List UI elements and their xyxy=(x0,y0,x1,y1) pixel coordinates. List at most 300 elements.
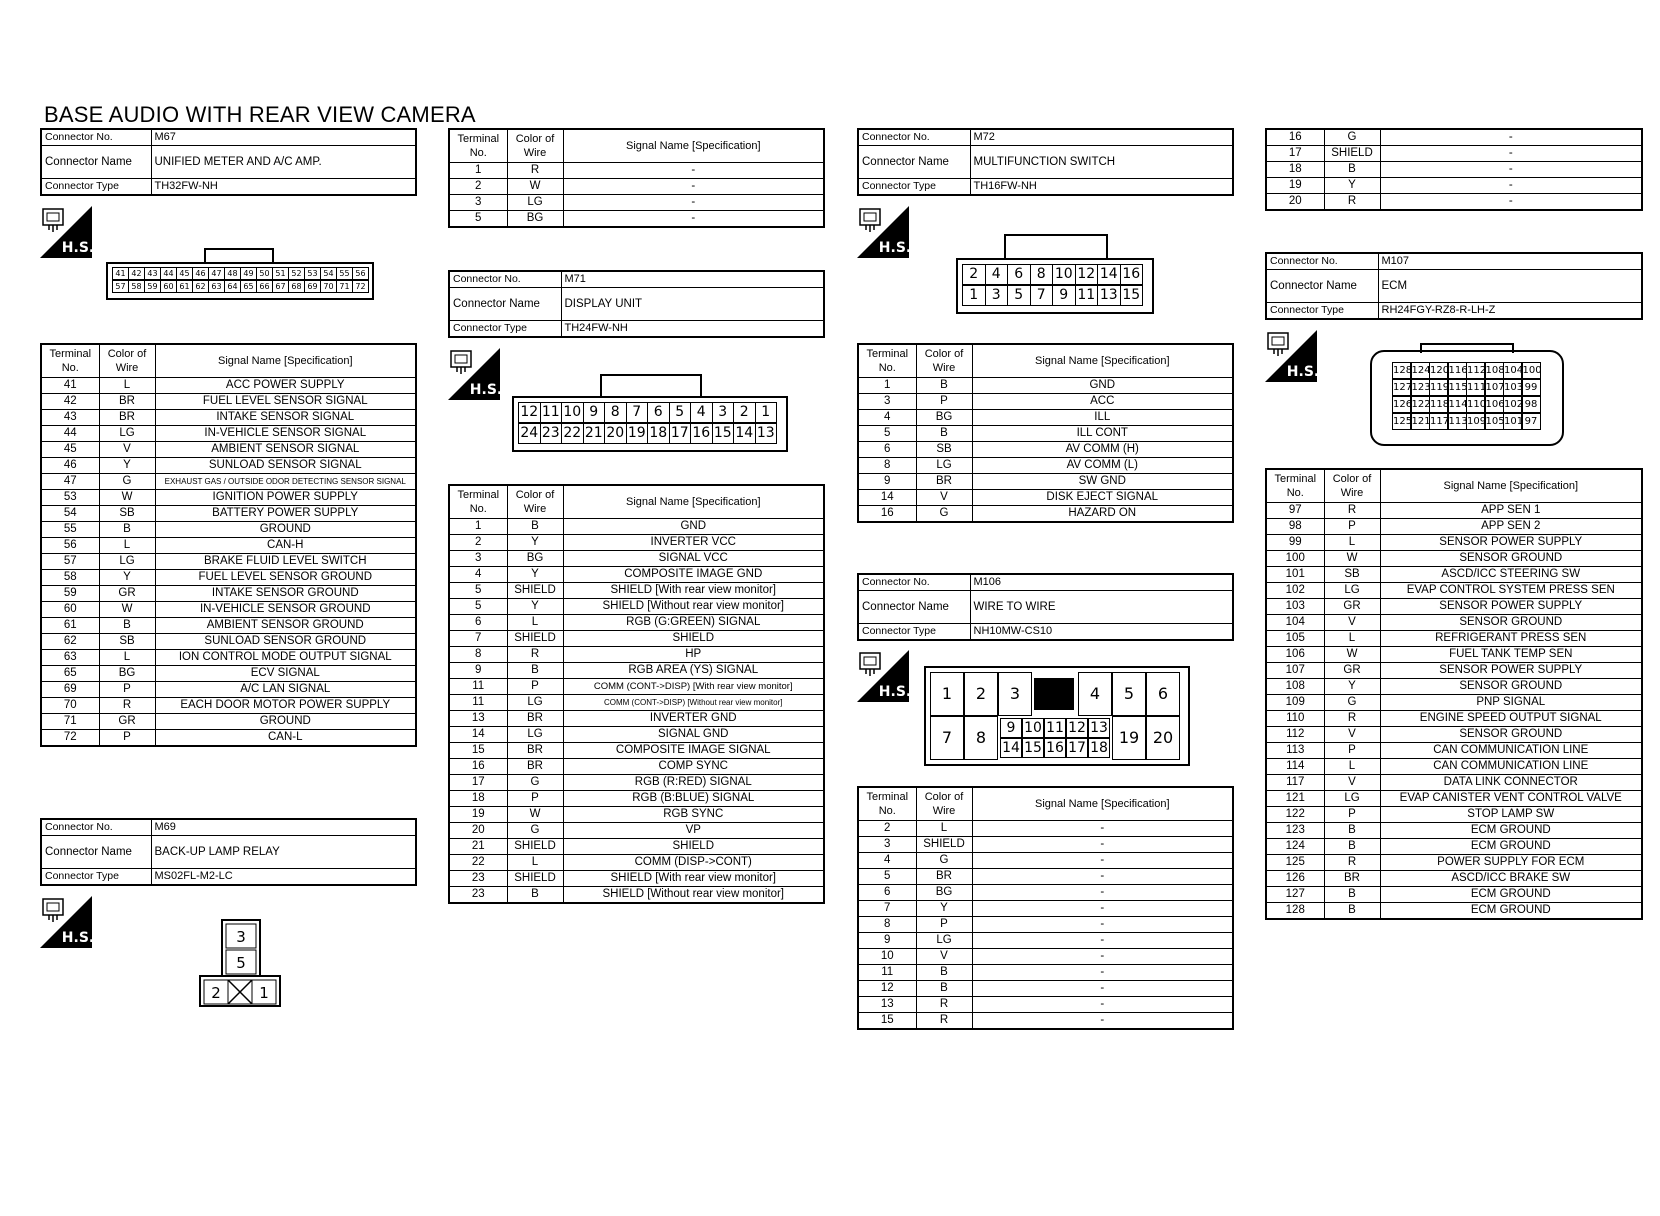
terminal-no: 5 xyxy=(449,211,507,228)
terminal-row xyxy=(858,426,1233,442)
terminal-row xyxy=(41,650,416,666)
terminal-row xyxy=(449,615,824,631)
terminal-row xyxy=(858,506,1233,523)
wire-color: LG xyxy=(1324,583,1380,599)
terminal-no: 58 xyxy=(41,570,99,586)
terminal-no: 97 xyxy=(1266,503,1324,519)
wire-color: B xyxy=(99,522,155,538)
wire-color: BR xyxy=(1324,871,1380,887)
signal-name: SENSOR GROUND xyxy=(1380,551,1642,567)
terminal-no: 8 xyxy=(449,647,507,663)
wire-color: GR xyxy=(99,586,155,602)
terminal-row xyxy=(41,378,416,394)
wire-color: SHIELD xyxy=(1324,146,1380,162)
signal-name: DATA LINK CONNECTOR xyxy=(1380,775,1642,791)
signal-name: - xyxy=(563,163,824,179)
wire-color: G xyxy=(507,823,563,839)
m67-connector-face xyxy=(106,262,374,300)
terminal-no: 20 xyxy=(449,823,507,839)
m72-no: M72 xyxy=(970,129,1233,146)
terminal-row xyxy=(449,535,824,551)
terminal-row xyxy=(1266,663,1642,679)
terminal-row xyxy=(41,442,416,458)
terminal-row xyxy=(449,695,824,711)
terminal-row xyxy=(449,631,824,647)
wire-color: Y xyxy=(507,599,563,615)
terminal-no: 1 xyxy=(858,378,916,394)
terminal-no: 104 xyxy=(1266,615,1324,631)
terminal-row xyxy=(1266,583,1642,599)
connector-pin: 3 xyxy=(712,402,735,423)
terminal-no: 102 xyxy=(1266,583,1324,599)
terminal-row xyxy=(449,871,824,887)
connector-pin: 100 xyxy=(1522,362,1541,379)
terminal-row xyxy=(1266,903,1642,920)
terminal-row xyxy=(858,1013,1233,1030)
wire-color: BR xyxy=(507,743,563,759)
connector-pin: 8 xyxy=(604,402,627,423)
terminal-row xyxy=(449,823,824,839)
wire-color: W xyxy=(99,602,155,618)
signal-name: INTAKE SENSOR GROUND xyxy=(155,586,416,602)
terminal-no: 100 xyxy=(1266,551,1324,567)
wire-color: R xyxy=(916,997,972,1013)
terminal-row xyxy=(41,458,416,474)
signal-name: - xyxy=(972,997,1233,1013)
hs-icon xyxy=(857,650,909,702)
connector-pin: 117 xyxy=(1429,413,1448,430)
wire-color: BR xyxy=(916,474,972,490)
wire-color: BR xyxy=(99,410,155,426)
terminal-no: 109 xyxy=(1266,695,1324,711)
connector-pin: 105 xyxy=(1485,413,1504,430)
terminal-row xyxy=(41,602,416,618)
m106-no: M106 xyxy=(970,574,1233,591)
wire-color: R xyxy=(507,163,563,179)
connector-pin: 19 xyxy=(626,423,649,444)
connector-pin: 12 xyxy=(1075,264,1099,285)
terminal-row xyxy=(1266,887,1642,903)
terminal-no: 15 xyxy=(858,1013,916,1030)
terminal-row xyxy=(449,195,824,211)
connector-pin: 5 xyxy=(1007,285,1031,306)
wire-color: G xyxy=(1324,695,1380,711)
connector-pin: 65 xyxy=(240,280,257,293)
terminal-no: 23 xyxy=(449,887,507,904)
signal-name: ECM GROUND xyxy=(1380,903,1642,920)
terminal-row xyxy=(41,618,416,634)
wire-color: SB xyxy=(1324,567,1380,583)
terminal-no: 46 xyxy=(41,458,99,474)
terminal-row xyxy=(449,839,824,855)
terminal-row xyxy=(449,855,824,871)
connector-pin: 8 xyxy=(1030,264,1054,285)
signal-name: EACH DOOR MOTOR POWER SUPPLY xyxy=(155,698,416,714)
signal-name: INTAKE SENSOR SIGNAL xyxy=(155,410,416,426)
terminal-no: 14 xyxy=(449,727,507,743)
signal-name: EVAP CONTROL SYSTEM PRESS SEN xyxy=(1380,583,1642,599)
terminal-row xyxy=(1266,775,1642,791)
terminal-no: 4 xyxy=(449,567,507,583)
terminal-row xyxy=(858,901,1233,917)
hs-icon xyxy=(857,206,909,258)
connector-pin: 115 xyxy=(1448,379,1467,396)
terminal-row xyxy=(858,837,1233,853)
signal-name: SIGNAL VCC xyxy=(563,551,824,567)
wire-color: B xyxy=(507,887,563,904)
terminal-row xyxy=(41,490,416,506)
wire-color: Y xyxy=(99,458,155,474)
m69-no: M69 xyxy=(151,819,416,836)
m69-pin: 3 xyxy=(236,928,246,946)
connector-pin: 16 xyxy=(1120,264,1144,285)
terminal-row xyxy=(1266,711,1642,727)
signal-name: SHIELD xyxy=(563,631,824,647)
m67-info: Connector No. M67 Connector Name UNIFIED METER AND A/C AMP. Connector Type TH32FW-NH xyxy=(40,128,417,196)
wire-color: W xyxy=(99,490,155,506)
terminal-no: 43 xyxy=(41,410,99,426)
terminal-no: 128 xyxy=(1266,903,1324,920)
terminal-row xyxy=(1266,599,1642,615)
signal-name: - xyxy=(1380,146,1642,162)
terminal-no: 56 xyxy=(41,538,99,554)
connector-pin: 4 xyxy=(690,402,713,423)
terminal-row xyxy=(449,775,824,791)
terminal-no: 122 xyxy=(1266,807,1324,823)
wire-color: G xyxy=(916,506,972,523)
connector-pin: 50 xyxy=(256,267,273,280)
connector-pin: 24 xyxy=(518,423,541,444)
terminal-row xyxy=(1266,759,1642,775)
terminal-row xyxy=(41,666,416,682)
hs-label: H.S. xyxy=(1286,364,1317,380)
terminal-row xyxy=(41,682,416,698)
terminal-row xyxy=(449,887,824,904)
signal-name: - xyxy=(1380,194,1642,211)
connector-pin: 10 xyxy=(561,402,584,423)
connector-pin: 11 xyxy=(540,402,563,423)
connector-pin: 12 xyxy=(1066,718,1088,738)
connector-pin: 2 xyxy=(733,402,756,423)
terminal-no: 98 xyxy=(1266,519,1324,535)
terminal-no: 11 xyxy=(858,965,916,981)
signal-name: SHIELD [With rear view monitor] xyxy=(563,871,824,887)
signal-name: SIGNAL GND xyxy=(563,727,824,743)
wire-color: B xyxy=(99,618,155,634)
signal-name: DISK EJECT SIGNAL xyxy=(972,490,1233,506)
terminal-no: 12 xyxy=(858,981,916,997)
signal-name: FUEL LEVEL SENSOR GROUND xyxy=(155,570,416,586)
connector-pin: 7 xyxy=(1030,285,1054,306)
terminal-row xyxy=(41,698,416,714)
terminal-row xyxy=(1266,551,1642,567)
wire-color: Y xyxy=(507,535,563,551)
signal-name: - xyxy=(972,933,1233,949)
connector-pin: 17 xyxy=(1066,738,1088,758)
signal-name: ACC xyxy=(972,394,1233,410)
signal-name: INVERTER GND xyxy=(563,711,824,727)
terminal-no: 20 xyxy=(1266,194,1324,211)
m67-table: Terminal No. Color of Wire Signal Name [Specification] 41 L ACC POWER SUPPLY 42 BR FUEL LEVEL SENSOR SIGNAL 43 BR INTAKE SENSOR SIGNAL 44 LG IN-VEHICLE SENSOR SIGNAL 45 V AMBIENT SENSOR SIGNAL 46 Y SUNLOAD SENSOR SIGNAL 47 G EXHAUST GAS / OUTSIDE ODOR DETECTING SENSOR SIGNAL 53 W IGNITION POWER SUPPLY 54 SB BATTERY POWER SUPPLY 55 B GROUND 56 L CAN-H 57 LG BRAKE FLUID LEVEL SWITCH 58 Y FUEL LEVEL SENSOR GROUND 59 GR INTAKE SENSOR GROUND 60 W IN-VEHICLE SENSOR GROUND 61 B AMBIENT SENSOR GROUND 62 SB SUNLOAD SENSOR GROUND 63 L ION CONTROL MODE OUTPUT SIGNAL 65 BG ECV SIGNAL 69 P A/C LAN SIGNAL 70 R EACH DOOR MOTOR POWER SUPPLY 71 GR GROUND 72 P CAN-L xyxy=(40,343,417,747)
terminal-no: 71 xyxy=(41,714,99,730)
connector-pin: 60 xyxy=(160,280,177,293)
terminal-no: 72 xyxy=(41,730,99,747)
terminal-no: 19 xyxy=(449,807,507,823)
signal-name: AV COMM (H) xyxy=(972,442,1233,458)
connector-pin: 6 xyxy=(1007,264,1031,285)
signal-name: REFRIGERANT PRESS SEN xyxy=(1380,631,1642,647)
terminal-row xyxy=(858,997,1233,1013)
terminal-row xyxy=(41,394,416,410)
wire-color: SHIELD xyxy=(507,631,563,647)
connector-pin: 14 xyxy=(1000,738,1022,758)
terminal-no: 3 xyxy=(449,551,507,567)
connector-pin: 46 xyxy=(192,267,209,280)
wire-color: V xyxy=(1324,727,1380,743)
m107-info: Connector No. M107 Connector Name ECM Connector Type RH24FGY-RZ8-R-LH-Z xyxy=(1265,252,1643,320)
connector-pin: 98 xyxy=(1522,396,1541,413)
signal-name: COMPOSITE IMAGE SIGNAL xyxy=(563,743,824,759)
wire-color: P xyxy=(99,730,155,747)
m69-connector-face xyxy=(198,918,284,1010)
signal-name: SENSOR GROUND xyxy=(1380,679,1642,695)
signal-name: RGB SYNC xyxy=(563,807,824,823)
terminal-row xyxy=(1266,631,1642,647)
m69-type: MS02FL-M2-LC xyxy=(151,869,416,886)
signal-name: AV COMM (L) xyxy=(972,458,1233,474)
connector-pin: 20 xyxy=(604,423,627,444)
terminal-no: 127 xyxy=(1266,887,1324,903)
terminal-row xyxy=(41,714,416,730)
terminal-no: 16 xyxy=(858,506,916,523)
connector-pin: 59 xyxy=(144,280,161,293)
wire-color: BR xyxy=(99,394,155,410)
connector-pin: 55 xyxy=(336,267,353,280)
connector-pin: 15 xyxy=(1022,738,1044,758)
terminal-no: 112 xyxy=(1266,727,1324,743)
signal-name: SENSOR GROUND xyxy=(1380,615,1642,631)
connector-pin: 4 xyxy=(985,264,1009,285)
signal-name: STOP LAMP SW xyxy=(1380,807,1642,823)
wire-color: P xyxy=(1324,519,1380,535)
signal-name: - xyxy=(563,179,824,195)
wire-color: SB xyxy=(99,634,155,650)
wire-color: BR xyxy=(507,759,563,775)
wire-color: L xyxy=(507,615,563,631)
connector-pin: 61 xyxy=(176,280,193,293)
terminal-no: 55 xyxy=(41,522,99,538)
terminal-row xyxy=(1266,679,1642,695)
terminal-no: 6 xyxy=(449,615,507,631)
wire-color: W xyxy=(1324,551,1380,567)
connector-pin: 122 xyxy=(1411,396,1430,413)
connector-pin: 4 xyxy=(1078,672,1112,716)
connector-pin: 16 xyxy=(690,423,713,444)
terminal-row xyxy=(858,394,1233,410)
terminal-row xyxy=(858,917,1233,933)
connector-pin: 123 xyxy=(1411,379,1430,396)
wire-color: GR xyxy=(1324,599,1380,615)
m72-table: Terminal No. Color of Wire Signal Name [Specification] 1 B GND 3 P ACC 4 BG ILL 5 B ILL CONT 6 SB AV COMM (H) 8 LG AV COMM (L) 9 BR SW GND 14 V DISK EJECT SIGNAL 16 G HAZARD ON xyxy=(857,343,1234,523)
signal-name: CAN COMMUNICATION LINE xyxy=(1380,759,1642,775)
signal-name: COMPOSITE IMAGE GND xyxy=(563,567,824,583)
terminal-no: 121 xyxy=(1266,791,1324,807)
signal-name: - xyxy=(972,1013,1233,1030)
terminal-row xyxy=(858,410,1233,426)
wire-color: P xyxy=(507,791,563,807)
terminal-no: 6 xyxy=(858,885,916,901)
m107-table: Terminal No. Color of Wire Signal Name [Specification] 97 R APP SEN 1 98 P APP SEN 2 99 L SENSOR POWER SUPPLY 100 W SENSOR GROUND 101 SB ASCD/ICC STEERING SW 102 LG EVAP CONTROL SYSTEM PRESS SEN 103 GR SENSOR POWER SUPPLY 104 V SENSOR GROUND 105 L REFRIGERANT PRESS SEN 106 W FUEL TANK TEMP SEN 107 GR SENSOR POWER SUPPLY 108 Y SENSOR GROUND 109 G PNP SIGNAL 110 R ENGINE SPEED OUTPUT SIGNAL 112 V SENSOR GROUND 113 P CAN COMMUNICATION LINE 114 L CAN COMMUNICATION LINE 117 V DATA LINK CONNECTOR 121 LG EVAP CANISTER VENT CONTROL VALVE 122 P STOP LAMP SW 123 B ECM GROUND 124 B ECM GROUND 125 R POWER SUPPLY FOR ECM 126 BR ASCD/ICC BRAKE SW 127 B ECM GROUND 128 B ECM GROUND xyxy=(1265,468,1643,920)
signal-name: GROUND xyxy=(155,522,416,538)
m106-info: Connector No. M106 Connector Name WIRE TO WIRE Connector Type NH10MW-CS10 xyxy=(857,573,1234,641)
wire-color: LG xyxy=(507,195,563,211)
wire-color: SB xyxy=(916,442,972,458)
terminal-no: 42 xyxy=(41,394,99,410)
terminal-no: 5 xyxy=(858,869,916,885)
terminal-row xyxy=(1266,129,1642,146)
wire-color: SHIELD xyxy=(916,837,972,853)
connector-pin: 128 xyxy=(1392,362,1411,379)
connector-pin: 107 xyxy=(1485,379,1504,396)
wire-color: W xyxy=(1324,647,1380,663)
signal-name: - xyxy=(972,837,1233,853)
signal-name: ECM GROUND xyxy=(1380,887,1642,903)
wire-color: GR xyxy=(1324,663,1380,679)
m107-name: ECM xyxy=(1378,270,1642,303)
terminal-row xyxy=(1266,695,1642,711)
wire-color: B xyxy=(1324,903,1380,920)
connector-pin: 22 xyxy=(561,423,584,444)
wire-color: V xyxy=(916,949,972,965)
wire-color: B xyxy=(507,663,563,679)
signal-name: IGNITION POWER SUPPLY xyxy=(155,490,416,506)
connector-pin: 63 xyxy=(208,280,225,293)
connector-pin: 114 xyxy=(1448,396,1467,413)
terminal-no: 5 xyxy=(858,426,916,442)
terminal-row xyxy=(1266,647,1642,663)
signal-name: RGB (B:BLUE) SIGNAL xyxy=(563,791,824,807)
connector-pin: 120 xyxy=(1429,362,1448,379)
m69-info: Connector No. M69 Connector Name BACK-UP LAMP RELAY Connector Type MS02FL-M2-LC xyxy=(40,818,417,886)
wire-color: SB xyxy=(99,506,155,522)
terminal-no: 9 xyxy=(449,663,507,679)
terminal-no: 7 xyxy=(858,901,916,917)
wire-color: G xyxy=(99,474,155,490)
signal-name: HAZARD ON xyxy=(972,506,1233,523)
terminal-row xyxy=(858,378,1233,394)
connector-pin: 104 xyxy=(1503,362,1522,379)
terminal-row xyxy=(449,663,824,679)
wire-color: B xyxy=(916,965,972,981)
connector-pin: 1 xyxy=(930,672,964,716)
terminal-no: 4 xyxy=(858,853,916,869)
terminal-row xyxy=(1266,194,1642,211)
wire-color: BR xyxy=(507,711,563,727)
connector-pin: 110 xyxy=(1466,396,1485,413)
terminal-no: 2 xyxy=(858,821,916,837)
terminal-no: 18 xyxy=(449,791,507,807)
m72-type: TH16FW-NH xyxy=(970,179,1233,196)
signal-name: - xyxy=(972,981,1233,997)
wire-color: P xyxy=(1324,807,1380,823)
terminal-no: 103 xyxy=(1266,599,1324,615)
wire-color: V xyxy=(1324,615,1380,631)
terminal-row xyxy=(449,807,824,823)
terminal-row xyxy=(1266,791,1642,807)
connector-pin: 121 xyxy=(1411,413,1430,430)
wire-color: B xyxy=(1324,887,1380,903)
terminal-row xyxy=(858,885,1233,901)
terminal-no: 53 xyxy=(41,490,99,506)
terminal-row xyxy=(449,567,824,583)
wire-color: LG xyxy=(1324,791,1380,807)
wire-color: L xyxy=(99,378,155,394)
wire-color: Y xyxy=(507,567,563,583)
terminal-row xyxy=(449,519,824,535)
signal-name: ASCD/ICC BRAKE SW xyxy=(1380,871,1642,887)
connector-pin: 16 xyxy=(1044,738,1066,758)
wire-color: W xyxy=(507,807,563,823)
m71-info: Connector No. M71 Connector Name DISPLAY UNIT Connector Type TH24FW-NH xyxy=(448,270,825,338)
signal-name: ECM GROUND xyxy=(1380,823,1642,839)
m67-type: TH32FW-NH xyxy=(151,179,416,196)
m106-type: NH10MW-CS10 xyxy=(970,624,1233,641)
terminal-no: 117 xyxy=(1266,775,1324,791)
wire-color: L xyxy=(1324,631,1380,647)
wire-color: L xyxy=(507,855,563,871)
wire-color: LG xyxy=(507,695,563,711)
connector-pin: 13 xyxy=(1088,718,1110,738)
signal-name: COMM (CONT->DISP) [With rear view monitor] xyxy=(563,679,824,695)
signal-name: - xyxy=(1380,178,1642,194)
wire-color: Y xyxy=(1324,178,1380,194)
connector-pin: 62 xyxy=(192,280,209,293)
terminal-row xyxy=(1266,807,1642,823)
terminal-row xyxy=(858,490,1233,506)
connector-pin: 6 xyxy=(1146,672,1180,716)
hs-label: H.S. xyxy=(878,240,909,256)
terminal-no: 14 xyxy=(858,490,916,506)
terminal-no: 124 xyxy=(1266,839,1324,855)
signal-name: GROUND xyxy=(155,714,416,730)
wire-color: BG xyxy=(99,666,155,682)
wire-color: B xyxy=(916,426,972,442)
wire-color: B xyxy=(1324,839,1380,855)
terminal-no: 5 xyxy=(449,599,507,615)
terminal-no: 99 xyxy=(1266,535,1324,551)
connector-pin: 109 xyxy=(1466,413,1485,430)
terminal-no: 125 xyxy=(1266,855,1324,871)
connector-pin: 97 xyxy=(1522,413,1541,430)
wire-color: G xyxy=(1324,129,1380,146)
terminal-no: 22 xyxy=(449,855,507,871)
terminal-no: 3 xyxy=(858,394,916,410)
wire-color: W xyxy=(507,179,563,195)
terminal-row xyxy=(858,869,1233,885)
terminal-row xyxy=(449,599,824,615)
terminal-no: 4 xyxy=(858,410,916,426)
terminal-row xyxy=(1266,727,1642,743)
m106-name: WIRE TO WIRE xyxy=(970,591,1233,624)
connector-pin: 64 xyxy=(224,280,241,293)
wire-color: R xyxy=(1324,194,1380,211)
terminal-no: 57 xyxy=(41,554,99,570)
wire-color: BG xyxy=(507,551,563,567)
signal-name: SENSOR POWER SUPPLY xyxy=(1380,663,1642,679)
signal-name: ILL CONT xyxy=(972,426,1233,442)
terminal-no: 7 xyxy=(449,631,507,647)
wire-color: L xyxy=(1324,759,1380,775)
